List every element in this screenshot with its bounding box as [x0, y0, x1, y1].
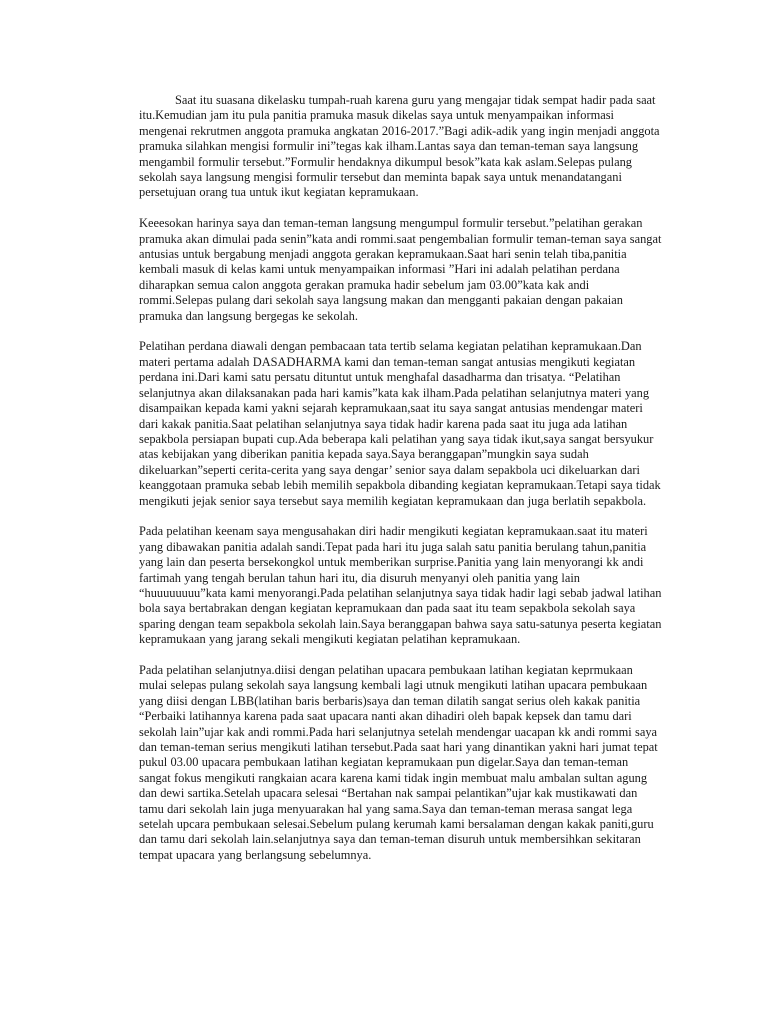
- paragraph-4: Pada pelatihan keenam saya mengusahakan diri hadir mengikuti kegiatan kepramukaan.saat itu materi yang dibawakan panitia adalah sandi.Tepat pada hari itu juga salah satu panitia berulang tahun,panitia yang lain dan peserta bersekongkol untuk memberikan surprise.Panitia yang lain menyorangi kk andi fartimah yang tengah berulan tahun hari itu, dia disuruh menyanyi oleh panitia yang lain “huuuuuuuu”kata kami menyorangi.Pada pelatihan selanjutnya saya tidak hadir lagi sebab jadwal latihan bola saya bertabrakan dengan kegiatan kepramukaan dan pada saat itu team sepakbola sekolah saya sparing dengan team sepakbola sekolah lain.Saya beranggapan bahwa saya satu-satunya peserta kegiatan kepramukaan yang jarang sekali mengikuti kegiatan pelatihan kepramukaan.: [139, 524, 662, 647]
- paragraph-5: Pada pelatihan selanjutnya.diisi dengan pelatihan upacara pembukaan latihan kegiatan keprmukaan mulai selepas pulang sekolah saya langsung kembali lagi utnuk mengikuti latihan upacara pembukaan yang diisi dengan LBB(latihan baris berbaris)saya dan teman dilatih sangat serius oleh kakak panitia “Perbaiki latihannya karena pada saat upacara nanti akan dihadiri oleh bapak kepsek dan tamu dari sekolah lain”ujar kak andi rommi.Pada hari selanjutnya setelah mendengar uacapan kk andi rommi saya dan teman-teman serius mengikuti latihan tersebut.Pada saat hari yang dinantikan yakni hari jumat tepat pukul 03.00 upacara pembukaan latihan kegiatan kepramukaan pun digelar.Saya dan teman-teman sangat fokus mengikuti rangkaian acara karena kami tidak ingin membuat malu ambalan sultan agung dan dewi sartika.Setelah upacara selesai “Bertahan nak sampai pelantikan”ujar kak mustikawati dan tamu dari sekolah lain juga menyuarakan hal yang sama.Saya dan teman-teman merasa sangat lega setelah upcara pembukaan selesai.Sebelum pulang kerumah kami bersalaman dengan kakak paniti,guru dan tamu dari sekolah lain.selanjutnya saya dan teman-teman disuruh untuk membersihkan sekitaran tempat upacara yang berlangsung sebelumnya.: [139, 662, 658, 862]
- paragraph-2: Keeesokan harinya saya dan teman-teman langsung mengumpul formulir tersebut.”pelatihan gerakan pramuka akan dimulai pada senin”kata andi rommi.saat pengembalian formulir teman-teman saya sangat antusias untuk bergabung menjadi anggota gerakan kepramukaan.Saat hari senin telah tiba,panitia kembali masuk di kelas kami untuk menyampaikan informasi ”Hari ini adalah pelatihan perdana diharapkan semua calon anggota gerakan pramuka hadir sebelum jam 03.00”kata kak andi rommi.Selepas pulang dari sekolah saya langsung makan dan mengganti pakaian dengan pakaian pramuka dan langsung bergegas ke sekolah.: [139, 216, 662, 323]
- paragraph-3: Pelatihan perdana diawali dengan pembacaan tata tertib selama kegiatan pelatihan kepramukaan.Dan materi pertama adalah DASADHARMA kami dan teman-teman sangat antusias mengikuti kegiatan perdana ini.Dari kami satu persatu dituntut untuk menghafal dasadharma dan trisatya. “Pelatihan selanjutnya akan dilaksanakan pada hari kamis”kata kak ilham.Pada pelatihan selanjutnya materi yang disampaikan kepada kami yakni sejarah kepramukaan,saat itu saya sangat antusias mendengar materi dari kakak panitia.Saat pelatihan selanjutnya saya tidak hadir karena pada saat itu juga ada latihan sepakbola persiapan bupati cup.Ada beberapa kali pelatihan yang saya tidak ikut,saya sangat bersyukur atas kebijakan yang diberikan panitia kepada saya.Saya beranggapan”mungkin saya sudah dikeluarkan”seperti cerita-cerita yang saya dengar’ senior saya dalam sepakbola uci dikeluarkan dari keanggotaan pramuka sebab lebih memilih sepakbola dibanding kegiatan kepramukaan.Tetapi saya tidak mengikuti jejak senior saya tersebut saya memilih kegiatan kepramukaan dan juga berlatih sepakbola.: [139, 339, 661, 508]
- document-body: [139, 93, 662, 879]
- paragraph-1: Saat itu suasana dikelasku tumpah-ruah karena guru yang mengajar tidak sempat hadir pada saat itu.Kemudian jam itu pula panitia pramuka masuk dikelas saya untuk menyampaikan informasi mengenai rekrutmen anggota pramuka angkatan 2016-2017.”Bagi adik-adik yang ingin menjadi anggota pramuka silahkan mengisi formulir ini”tegas kak ilham.Lantas saya dan teman-teman saya langsung mengambil formulir tersebut.”Formulir hendaknya dikumpul besok”kata kak aslam.Selepas pulang sekolah saya langsung mengisi formulir tersebut dan meminta bapak saya untuk menandatangani persetujuan orang tua untuk ikut kegiatan kepramukaan.: [139, 93, 660, 200]
